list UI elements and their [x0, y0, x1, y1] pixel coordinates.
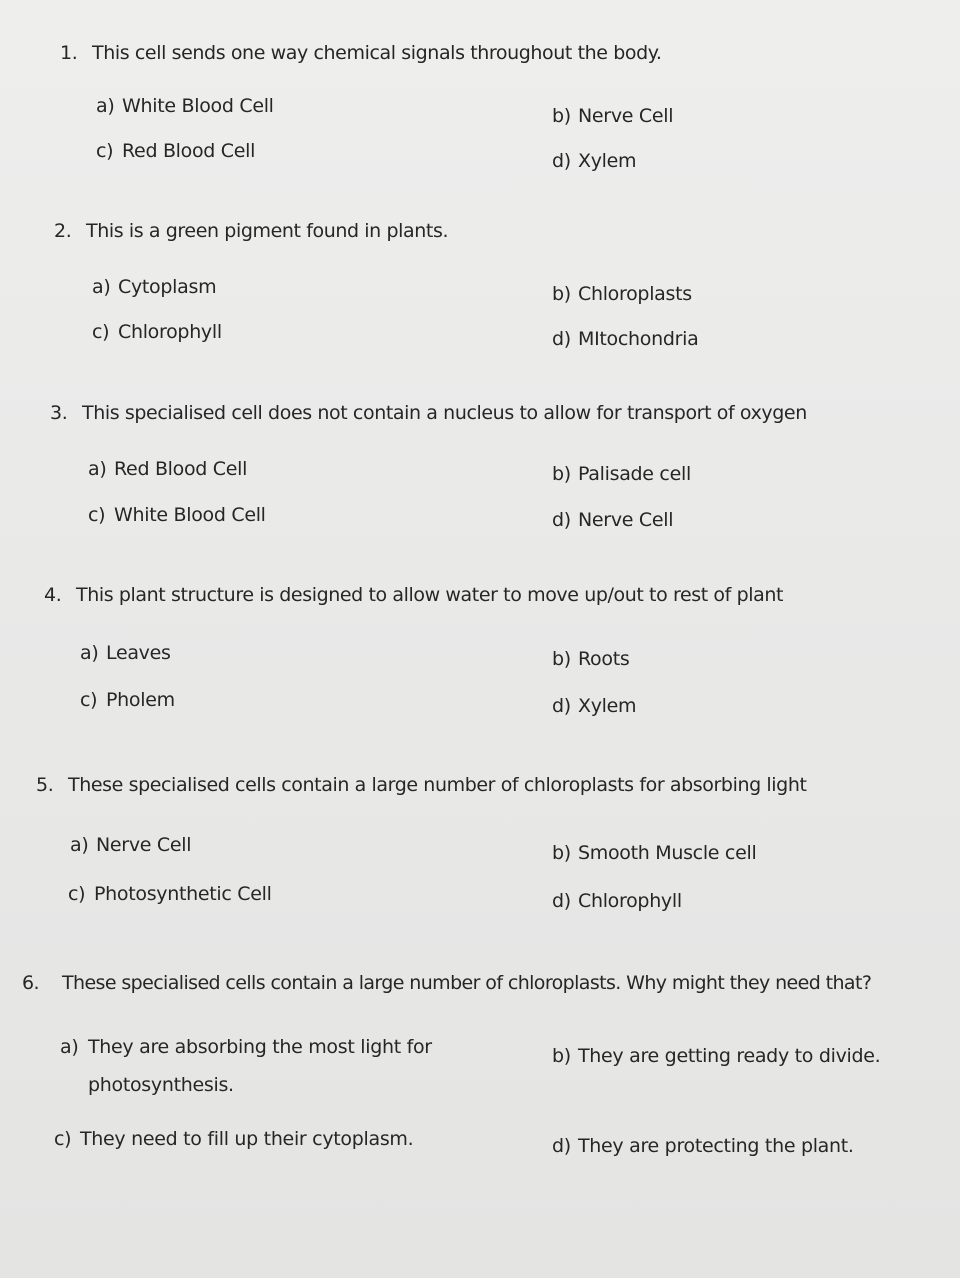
option-2b: b) Chloroplasts — [552, 283, 692, 305]
option-1c: c) Red Blood Cell — [96, 140, 256, 162]
option-5b: b) Smooth Muscle cell — [552, 842, 757, 864]
option-6a: a) They are absorbing the most light for photosynthesis. — [60, 1036, 432, 1096]
question-3 — [50, 402, 807, 424]
option-1d: d) Xylem — [552, 150, 637, 172]
question-5 — [36, 774, 807, 796]
option-3b: b) Palisade cell — [552, 463, 691, 485]
option-3a: a) Red Blood Cell — [88, 458, 248, 480]
option-4a: a) Leaves — [80, 642, 171, 664]
option-2a: a) Cytoplasm — [92, 276, 217, 298]
option-6c: c) They need to fill up their cytoplasm. — [54, 1128, 414, 1150]
option-4c: c) Pholem — [80, 689, 175, 711]
option-2c: c) Chlorophyll — [92, 321, 222, 343]
question-number: 2. — [54, 220, 72, 242]
question-number: 1. — [60, 42, 78, 64]
option-5d: d) Chlorophyll — [552, 890, 682, 912]
question-4 — [44, 584, 783, 606]
question-1 — [60, 42, 662, 64]
option-4d: d) Xylem — [552, 695, 637, 717]
question-number: 5. — [36, 774, 54, 796]
option-1b: b) Nerve Cell — [552, 105, 674, 127]
option-4b: b) Roots — [552, 648, 630, 670]
question-text: This is a green pigment found in plants. — [86, 220, 449, 242]
option-6d: d) They are protecting the plant. — [552, 1135, 854, 1157]
option-6b: b) They are getting ready to divide. — [552, 1045, 881, 1067]
question-number: 6. — [22, 972, 39, 994]
question-text: These specialised cells contain a large number of chloroplasts. Why might they need that? — [62, 972, 872, 994]
question-text: This specialised cell does not contain a nucleus to allow for transport of oxygen — [82, 402, 807, 424]
question-number: 3. — [50, 402, 68, 424]
question-text: These specialised cells contain a large number of chloroplasts for absorbing light — [68, 774, 807, 796]
option-3d: d) Nerve Cell — [552, 509, 674, 531]
option-5a: a) Nerve Cell — [70, 834, 192, 856]
question-text: This cell sends one way chemical signals throughout the body. — [92, 42, 662, 64]
option-5c: c) Photosynthetic Cell — [68, 883, 272, 905]
question-number: 4. — [44, 584, 62, 606]
question-text: This plant structure is designed to allow water to move up/out to rest of plant — [76, 584, 784, 606]
option-1a: a) White Blood Cell — [96, 95, 274, 117]
option-2d: d) MItochondria — [552, 328, 699, 350]
question-2 — [54, 220, 448, 242]
option-3c: c) White Blood Cell — [88, 504, 266, 526]
question-6 — [22, 972, 871, 994]
